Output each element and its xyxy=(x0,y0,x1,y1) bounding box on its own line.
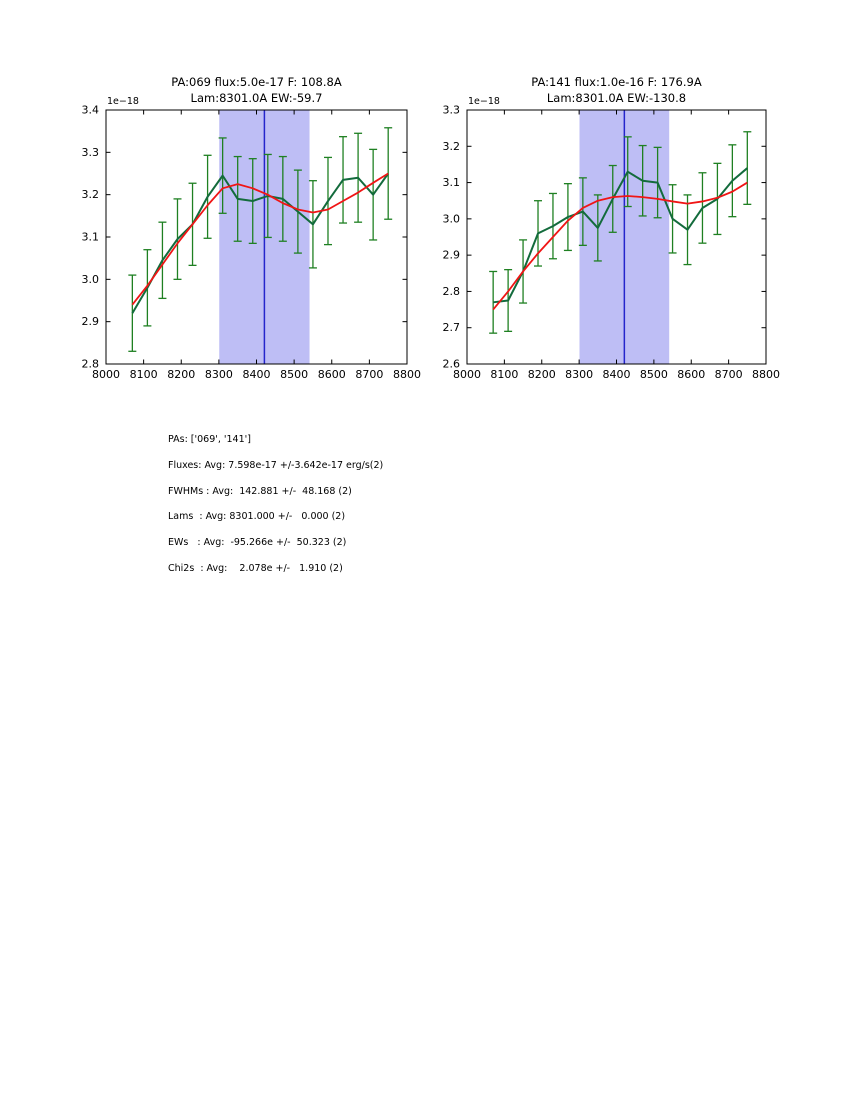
stats-line-fluxes: Fluxes: Avg: 7.598e-17 +/-3.642e-17 erg/s(2) xyxy=(168,459,384,471)
svg-text:8400: 8400 xyxy=(242,368,271,381)
svg-text:8800: 8800 xyxy=(752,368,780,381)
right-chart-title: PA:141 flux:1.0e-16 F: 176.9A xyxy=(531,75,702,89)
svg-text:8000: 8000 xyxy=(92,368,120,381)
svg-text:3.2: 3.2 xyxy=(442,139,460,153)
left-chart-subtitle: Lam:8301.0A EW:-59.7 xyxy=(190,91,323,105)
right-spectrum-chart xyxy=(421,70,806,392)
svg-text:8300: 8300 xyxy=(565,368,594,381)
svg-text:8500: 8500 xyxy=(639,368,668,381)
svg-text:3.1: 3.1 xyxy=(81,230,99,244)
stats-line-chi2s: Chi2s : Avg: 2.078e +/- 1.910 (2) xyxy=(168,562,343,574)
stats-line-pas: PAs: ['069', '141'] xyxy=(168,434,251,445)
svg-text:8700: 8700 xyxy=(714,368,743,381)
svg-text:8600: 8600 xyxy=(317,368,346,381)
svg-text:8100: 8100 xyxy=(129,368,158,381)
svg-text:3.3: 3.3 xyxy=(81,145,99,159)
right-chart-subtitle: Lam:8301.0A EW:-130.8 xyxy=(546,91,687,105)
left-spectrum-chart xyxy=(60,70,445,392)
svg-text:2.6: 2.6 xyxy=(442,357,460,371)
svg-text:8500: 8500 xyxy=(280,368,309,381)
svg-text:2.8: 2.8 xyxy=(81,357,99,371)
svg-text:3.2: 3.2 xyxy=(81,188,99,202)
svg-text:8600: 8600 xyxy=(677,368,706,381)
svg-text:8000: 8000 xyxy=(453,368,481,381)
stats-block xyxy=(168,434,383,589)
svg-text:8800: 8800 xyxy=(393,368,421,381)
right-plot-canvas xyxy=(421,70,806,392)
svg-text:8700: 8700 xyxy=(355,368,384,381)
svg-text:8400: 8400 xyxy=(602,368,631,381)
y-axis-offset-label: 1e−18 xyxy=(468,96,500,107)
svg-text:3.0: 3.0 xyxy=(81,272,99,286)
stats-line-fwhms: FWHMs : Avg: 142.881 +/- 48.168 (2) xyxy=(168,485,352,497)
svg-text:3.4: 3.4 xyxy=(81,103,99,117)
svg-text:8200: 8200 xyxy=(167,368,196,381)
svg-text:8100: 8100 xyxy=(490,368,519,381)
svg-text:2.8: 2.8 xyxy=(442,284,460,298)
svg-text:2.9: 2.9 xyxy=(442,248,460,262)
stats-line-ews: EWs : Avg: -95.266e +/- 50.323 (2) xyxy=(168,537,347,549)
svg-text:8200: 8200 xyxy=(527,368,556,381)
left-chart-title: PA:069 flux:5.0e-17 F: 108.8A xyxy=(171,75,342,89)
svg-text:3.3: 3.3 xyxy=(442,103,460,117)
stats-line-lams: Lams : Avg: 8301.000 +/- 0.000 (2) xyxy=(168,511,346,523)
svg-text:2.9: 2.9 xyxy=(81,315,99,329)
svg-text:8300: 8300 xyxy=(204,368,233,381)
y-axis-offset-label: 1e−18 xyxy=(107,96,139,107)
svg-text:3.0: 3.0 xyxy=(442,212,460,226)
svg-text:2.7: 2.7 xyxy=(442,321,460,335)
left-plot-canvas xyxy=(60,70,445,392)
svg-text:3.1: 3.1 xyxy=(442,176,460,190)
